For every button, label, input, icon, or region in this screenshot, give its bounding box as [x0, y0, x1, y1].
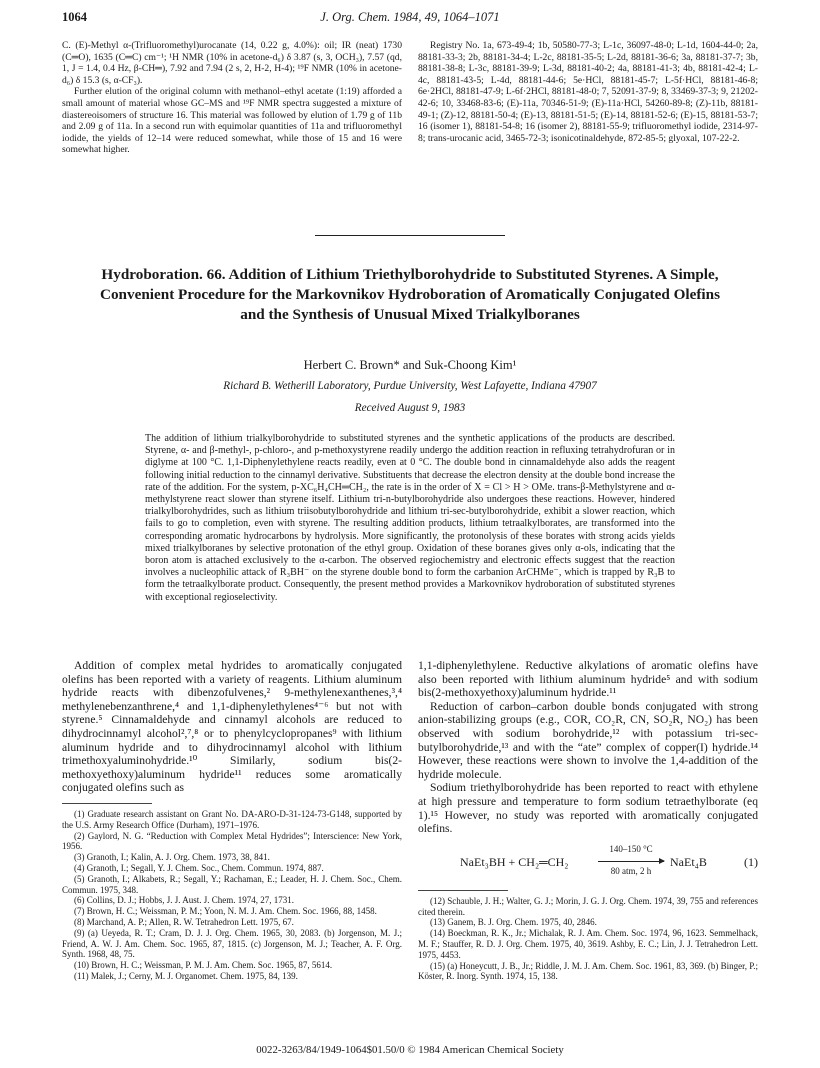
- journal-citation: J. Org. Chem. 1984, 49, 1064–1071: [320, 10, 500, 24]
- intro-paragraph: Addition of complex metal hydrides to aromatically conjugated olefins has been reported with a variety of reagents. Lithium aluminum hydride reacts with dibenzofulvenes,² 9-methylenexanthenes,³,⁴ methylenebenzanthrene,⁴ and 1,1-diphenylethylenes⁴⁻⁶ but not with styrene.⁵ Cinnamaldehyde and cinnamyl alcohols are reduced to dihydrocinnamyl alcohol²,⁷,⁸ or to phenylcyclopropanes⁹ with lithium aluminum hydride and to dihydrocinnamyl alcohol with lithium trimethoxyaluminohydride.¹⁰ Similarly, sodium bis(2-methoxyethoxy)aluminum hydride¹¹ reduces some aromatically conjugated olefins such as: [62, 659, 402, 795]
- experimental-compound-14: C. (E)-Methyl α-(Trifluoromethyl)urocanate (14, 0.22 g, 4.0%): oil; IR (neat) 1730 (C═O), 1635 (C═C) cm⁻¹; ¹H NMR (10% in acetone-d₆) δ 3.87 (s, 3, OCH₃), 7.57 (qd, 1, J = 1.4, 0.4 Hz, β-CH═), 7.92 and 7.94 (2 s, 2, H-2, H-4); ¹⁹F NMR (10% in acetone-d₆) δ 15.3 (s, α-CF₃).: [62, 40, 402, 86]
- experimental-elution-paragraph: Further elution of the original column with methanol–ethyl acetate (1:19) afforded a small amount of material whose GC–MS and ¹⁹F NMR spectra suggested a mixture of diastereoisomers of structure 16. This material was followed by elution of 1.79 g of 11b and 2.09 g of 11a. In a second run with equimolar quantities of 11a and trifluoromethyl iodide, the yields of 12–14 were reduced somewhat, while those of 15 and 16 were somewhat higher.: [62, 86, 402, 156]
- article-affiliation: Richard B. Wetherill Laboratory, Purdue University, West Lafayette, Indiana 47907: [223, 380, 597, 392]
- copyright-footer: 0022-3263/84/1949-1064$01.50/0 © 1984 American Chemical Society: [256, 1044, 564, 1056]
- footnote-11: (11) Malek, J.; Cerny, M. J. Organomet. Chem. 1975, 84, 139.: [74, 970, 298, 981]
- article-authors: Herbert C. Brown* and Suk-Choong Kim¹: [303, 358, 517, 372]
- footnote-9: (9) (a) Ueyeda, R. T.; Cram, D. J. J. Org. Chem. 1965, 30, 2083. (b) Jorgenson, M. J.; Friend, A. W. J. Am. Chem. Soc. 1965, 87, 1815. (c) Jorgenson, M. J.; Teacher, A. F. Org. Synth. 1968, 48, 75.: [62, 927, 402, 960]
- article-received-date: Received August 9, 1983: [354, 402, 466, 414]
- footnotes-left: [62, 809, 402, 982]
- equation-number: (1): [744, 854, 758, 869]
- equation-condition-pressure: 80 atm, 2 h: [610, 865, 652, 876]
- article-separator-rule: [315, 235, 505, 236]
- running-header: [62, 10, 758, 26]
- article-title: Hydroboration. 66. Addition of Lithium Triethylborohydride to Substituted Styrenes. A Simple, Convenient Procedure for the Markovnikov Hydroboration of Aromatically Conjugated Olefins and the Synthesis of Unusual Mixed Trialkylboranes: [100, 266, 721, 323]
- footnote-rule-left: [62, 803, 152, 804]
- footnote-13: (13) Ganem, B. J. Org. Chem. 1975, 40, 2846.: [430, 917, 597, 928]
- equation-1: [418, 842, 758, 882]
- previous-article-registry: [418, 40, 758, 144]
- footnote-6: (6) Collins, D. J.; Hobbs, J. J. Aust. J. Chem. 1974, 27, 1731.: [74, 895, 295, 906]
- footnote-5: (5) Granoth, I.; Alkabets, R.; Segall, Y.; Rachaman, E.; Leader, H. J. Chem. Soc., Chem. Commun. 1975, 348.: [62, 873, 402, 895]
- footnote-4: (4) Granoth, I.; Segall, Y. J. Chem. Soc., Chem. Commun. 1974, 887.: [74, 862, 324, 873]
- body-paragraph-reduction: Reduction of carbon–carbon double bonds conjugated with strong anion-stabilizing groups (e.g., COR, CO₂R, CN, SO₂R, NO₂) has been observed with sodium borohydride,¹² with potassium tri-sec-butylborohydride,¹³ and with the “ate” complex of copper(I) hydride.¹⁴ However, these reactions were shown to involve the 1,4-addition of the hydride molecule.: [418, 699, 758, 781]
- footnote-8: (8) Marchand, A. P.; Allen, R. W. Tetrahedron Lett. 1975, 67.: [74, 916, 294, 927]
- body-paragraph-sodium: Sodium triethylborohydride has been reported to react with ethylene at high pressure and temperature to form sodium tetraethylborate (eq 1).¹⁵ However, no study was reported with aromatically conjugated olefins.: [418, 781, 758, 836]
- article-abstract: The addition of lithium trialkylborohydride to substituted styrenes and the synthetic applications of the products are described. Styrene, α- and β-methyl-, p-chloro-, and p-methoxystyrene readily undergo the addition reaction in refluxing tetrahydrofuran or in diglyme at 100 °C. 1,1-Diphenylethylene reacts readily, even at 0 °C. The double bond in cinnamaldehyde also adds the reagent following initial reduction to the cinnamyl derivative. Substituents that decrease the electron density at the double bond increase the rate of the addition. For the system, p-XC₆H₄CH═CH₂, the rate is in the order of X = Cl > H > OMe. trans-β-Methylstyrene and α-methylstyrene react slower than styrene itself. Lithium tri-n-butylborohydride also undergoes these reactions. However, hindered trialkylborohydrides, such as lithium triisobutylborohydride and lithium tri-sec-butylborohydride, exhibit a slower reaction, which fails to go to completion, even with styrene. The resulting addition products, lithium tetraalkylborates, are transformed into the corresponding aromatic hydrocarbons by hydrolysis. More significantly, the protonolysis of these borates with strong acids yields mixed trialkylboranes by selective protonation of the ethyl group. Oxidation of these boranes gives only α-ols, indicating that the boron atom is attached exclusively to the α-carbon. The observed regiochemistry and electronic effects suggest that the reaction involves a nucleophilic attack of R₃BH⁻ on the styrene double bond to form the carbanion ArCHMe⁻, which is trapped by R₃B to form the tetraalkylborate product. Consequently, the present method provides a Markovnikov hydroboration of substituted styrenes with exceptional regioselectivity.: [145, 433, 675, 603]
- footnote-3: (3) Granoth, I.; Kalin, A. J. Org. Chem. 1973, 38, 841.: [74, 852, 270, 863]
- body-left-column: [62, 659, 402, 982]
- registry-numbers: Registry No. 1a, 673-49-4; 1b, 50580-77-3; L-1c, 36097-48-0; L-1d, 1604-44-0; 2a, 88181-33-3; 2b, 88181-34-4; L-2c, 88181-35-5; L-2d, 88181-36-6; 3a, 88181-37-7; 3b, 88181-38-8; L-3c, 88181-39-9; L-3d, 88181-40-2; 4a, 88181-41-3; 4b, 88181-42-4; L-4c, 88181-43-5; L-4d, 88181-44-6; 5e·HCl, 88181-45-7; L-5f·HCl, 88181-46-8; 6e·2HCl, 88181-47-9; L-6f·2HCl, 88181-48-0; 7, 52091-37-9; 8, 33469-37-3; 9, 21202-42-6; 10, 33468-83-6; (E)-11a, 70346-51-9; (E)-11a·HCl, 54260-89-8; (Z)-11b, 88181-49-1; (Z)-12, 88181-50-4; (E)-13, 88181-51-5; (E)-14, 88181-52-6; (E)-15, 88181-53-7; 16 (isomer 1), 88181-54-8; 16 (isomer 2), 88181-55-9; trifluoromethyl iodide, 2314-97-8; trans-urocanic acid, 3465-72-3; isonicotinaldehyde, 872-85-5; glyoxal, 107-22-2.: [418, 40, 758, 144]
- footnotes-right: [418, 896, 758, 982]
- footnote-12: (12) Schauble, J. H.; Walter, G. J.; Morin, J. G. J. Org. Chem. 1974, 39, 755 and references cited therein.: [418, 895, 758, 917]
- equation-product: NaEt₄B: [670, 854, 707, 869]
- footnote-14: (14) Boeckman, R. K., Jr.; Michalak, R. J. Am. Chem. Soc. 1974, 96, 1623. Semmelhack, M. F.; Stauffer, R. D. J. Org. Chem. 1975, 40, 3619. Ashby, E. C.; Lin, J. J. Tetrahedron Lett. 1975, 4453.: [418, 928, 758, 960]
- footnote-1: (1) Graduate research assistant on Grant No. DA-ARO-D-31-124-73-G148, supported by the U.S. Army Research Office (Durham), 1971–1976.: [62, 808, 402, 830]
- footnote-rule-right: [418, 890, 508, 891]
- footnote-10: (10) Brown, H. C.; Weissman, P. M. J. Am. Chem. Soc. 1965, 87, 5614.: [74, 960, 333, 971]
- body-paragraph-continued: 1,1-diphenylethylene. Reductive alkylations of aromatic olefins have also been reported with lithium aluminum hydride⁵ and with sodium bis(2-methoxyethoxy)aluminum hydride.¹¹: [418, 659, 758, 700]
- equation-condition-temperature: 140–150 °C: [609, 843, 653, 854]
- footnote-7: (7) Brown, H. C.; Weissman, P. M.; Yoon, N. M. J. Am. Chem. Soc. 1966, 88, 1458.: [74, 906, 377, 917]
- footnote-2: (2) Gaylord, N. G. “Reduction with Complex Metal Hydrides”; Interscience: New York, 1956.: [62, 830, 402, 852]
- reaction-arrow-icon: [598, 861, 664, 862]
- footnote-15: (15) (a) Honeycutt, J. B., Jr.; Riddle, J. M. J. Am. Chem. Soc. 1961, 83, 369. (b) Binger, P.; Köster, R. Inorg. Synth. 1974, 15, 138.: [418, 960, 758, 982]
- previous-article-experimental: [62, 40, 402, 156]
- page-number: 1064: [62, 10, 87, 24]
- equation-reactants: NaEt₃BH + CH₂═CH₂: [460, 854, 569, 869]
- body-right-column: [418, 659, 758, 982]
